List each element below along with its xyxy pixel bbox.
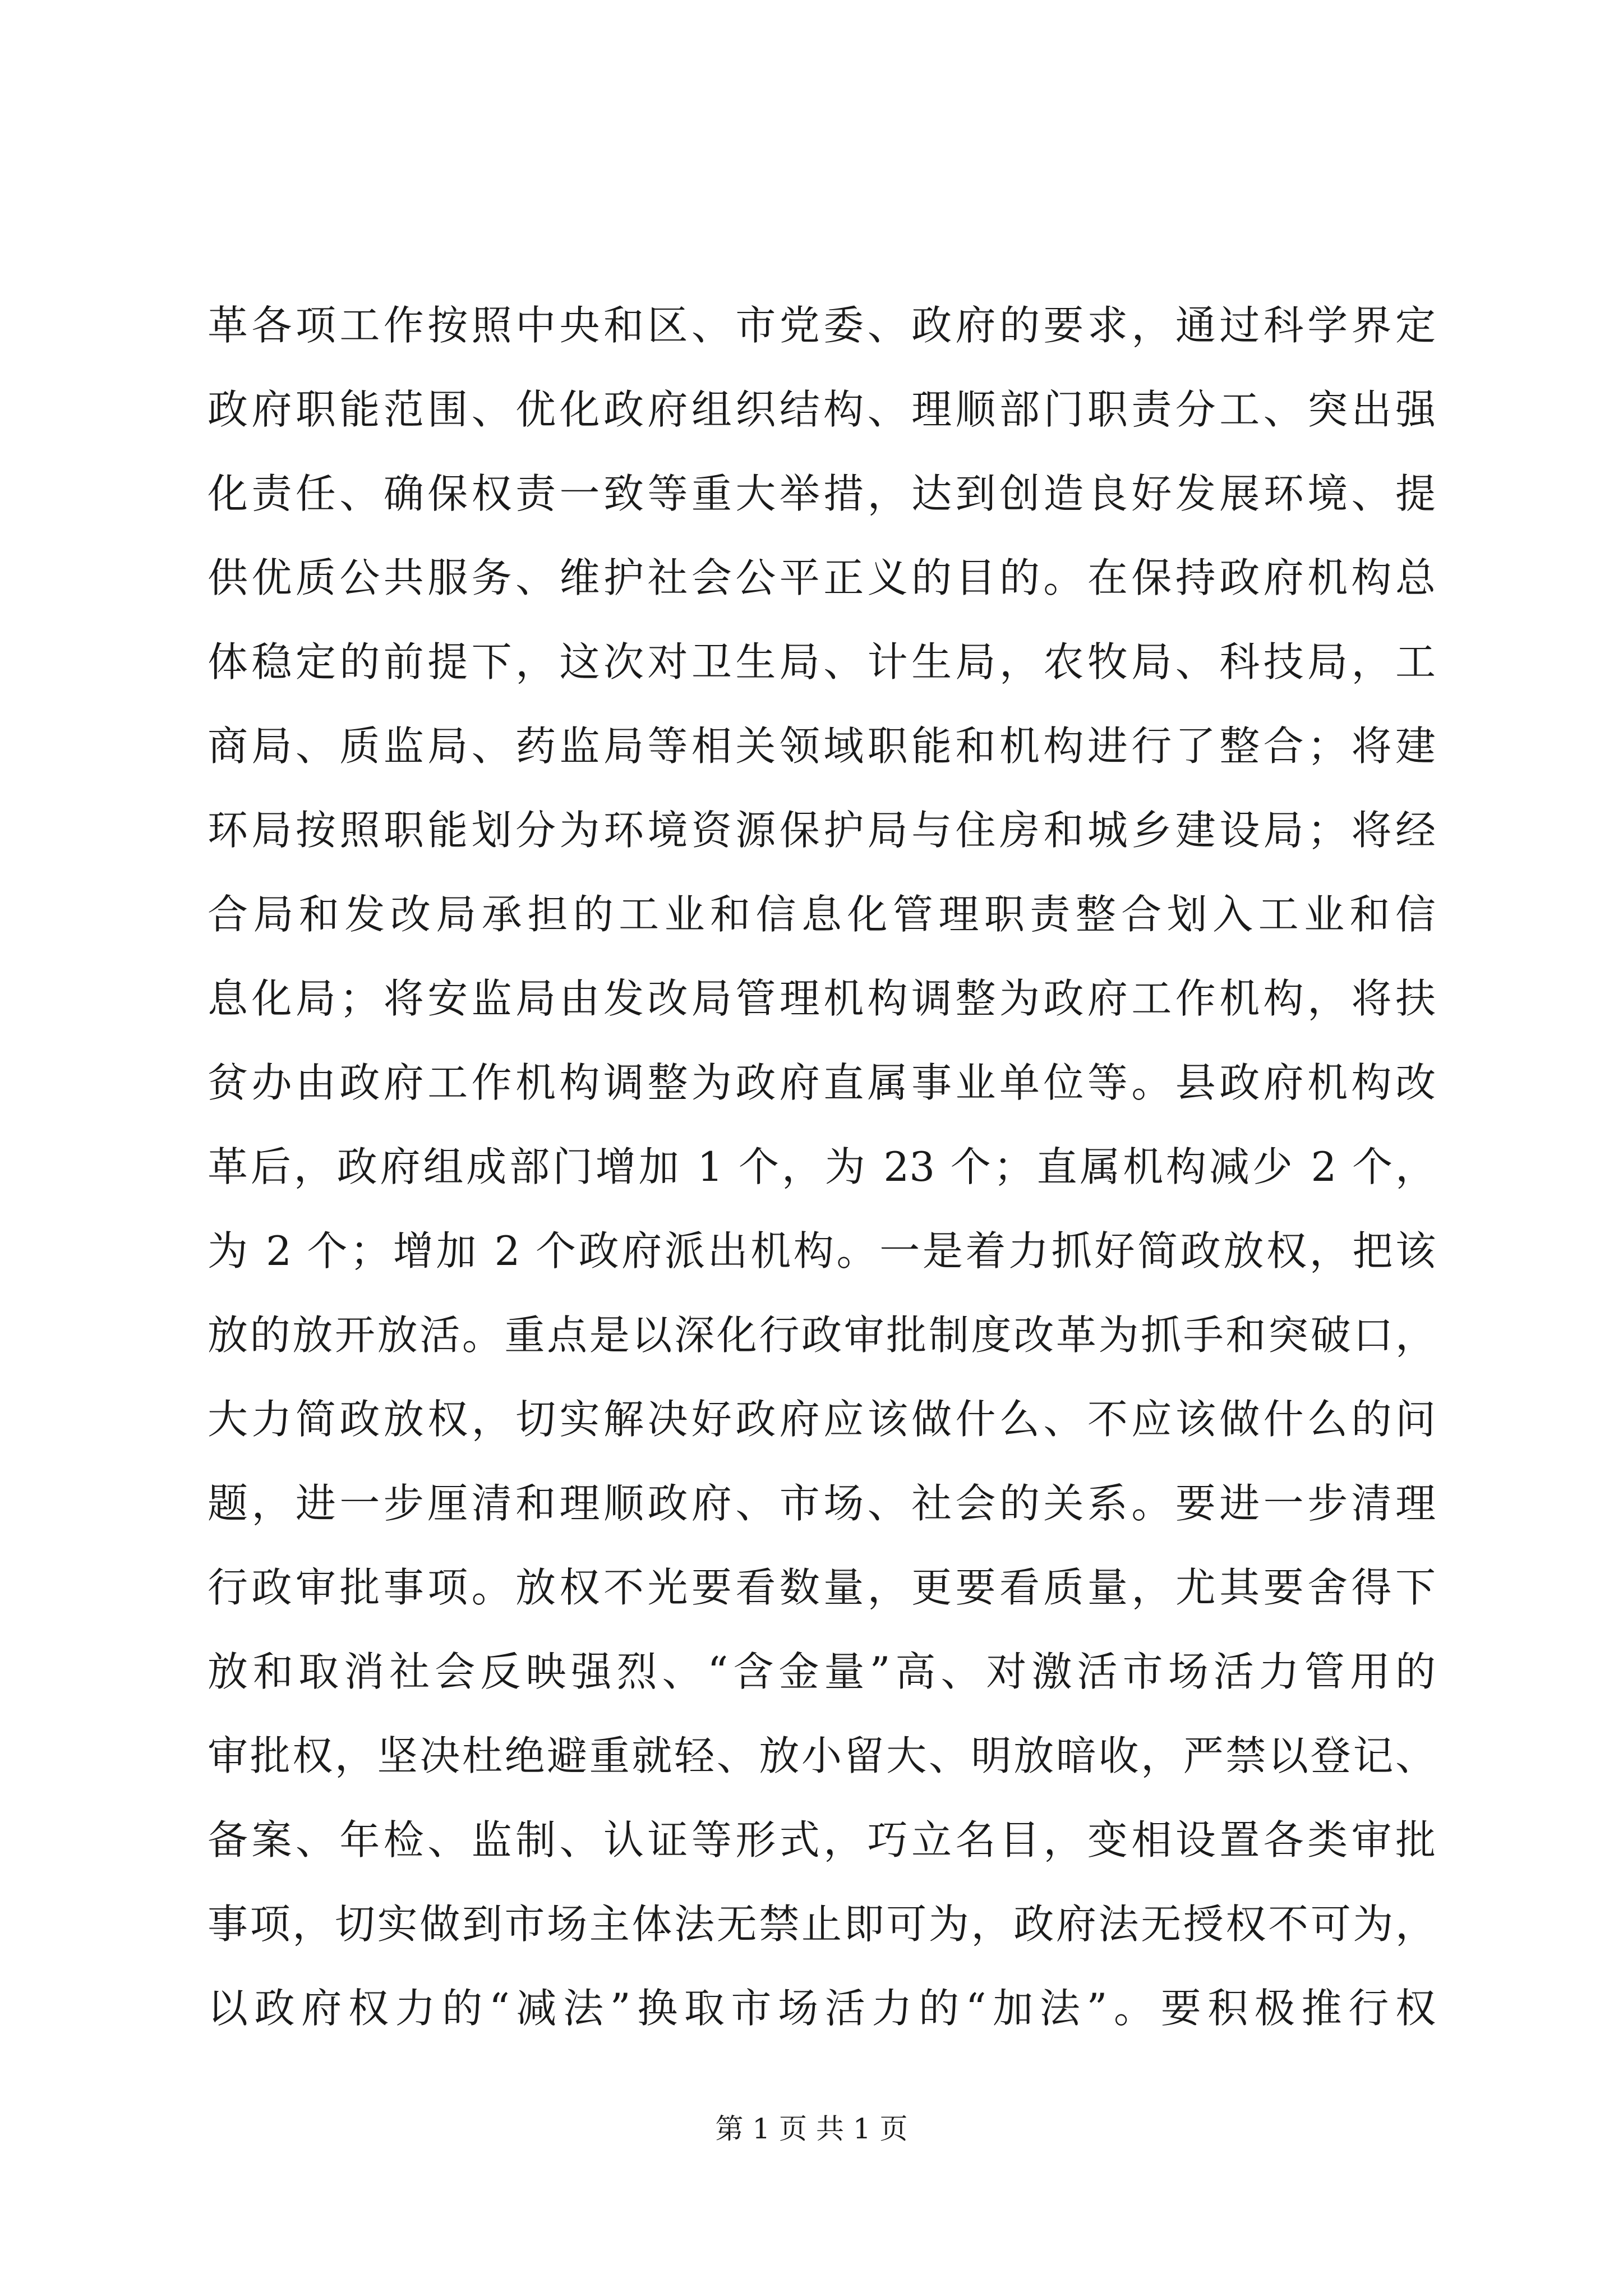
text-line-4: 供优质公共服务、维护社会公平正义的目的。在保持政府机构总 [208,554,1436,601]
text-line-17: 放和取消社会反映强烈、“含金量”高、对激活市场活力管用的 [208,1648,1436,1695]
text-line-8: 合局和发改局承担的工业和信息化管理职责整合划入工业和信 [208,891,1436,938]
text-line-1: 革各项工作按照中央和区、市党委、政府的要求，通过科学界定 [208,302,1436,349]
text-line-9: 息化局；将安监局由发改局管理机构调整为政府工作机构，将扶 [208,975,1436,1022]
text-line-5: 体稳定的前提下，这次对卫生局、计生局，农牧局、科技局，工 [208,638,1436,685]
page-number-label: 第 1 页 共 1 页 [715,2113,908,2145]
text-line-3: 化责任、确保权责一致等重大举措，达到创造良好发展环境、提 [208,470,1436,517]
page-footer [0,2106,1623,2147]
text-line-6: 商局、质监局、药监局等相关领域职能和机构进行了整合；将建 [208,723,1436,770]
text-line-13: 放的放开放活。重点是以深化行政审批制度改革为抓手和突破口， [208,1312,1436,1359]
text-line-10: 贫办由政府工作机构调整为政府直属事业单位等。县政府机构改 [208,1059,1436,1106]
text-line-14: 大力简政放权，切实解决好政府应该做什么、不应该做什么的问 [208,1396,1436,1443]
text-line-18: 审批权，坚决杜绝避重就轻、放小留大、明放暗收，严禁以登记、 [208,1732,1436,1779]
text-line-16: 行政审批事项。放权不光要看数量，更要看质量，尤其要舍得下 [208,1564,1436,1611]
text-line-12: 为 2 个；增加 2 个政府派出机构。一是着力抓好简政放权，把该 [208,1227,1436,1274]
body-paragraph [208,283,1436,2050]
text-line-2: 政府职能范围、优化政府组织结构、理顺部门职责分工、突出强 [208,386,1436,433]
text-line-15: 题，进一步厘清和理顺政府、市场、社会的关系。要进一步清理 [208,1480,1436,1527]
text-line-21: 以政府权力的“减法”换取市场活力的“加法”。要积极推行权 [208,1985,1436,2032]
text-line-19: 备案、年检、监制、认证等形式，巧立名目，变相设置各类审批 [208,1816,1436,1864]
text-line-7: 环局按照职能划分为环境资源保护局与住房和城乡建设局；将经 [208,807,1436,854]
text-line-20: 事项，切实做到市场主体法无禁止即可为，政府法无授权不可为， [208,1901,1436,1948]
text-line-11: 革后，政府组成部门增加 1 个，为 23 个；直属机构减少 2 个， [208,1143,1436,1190]
